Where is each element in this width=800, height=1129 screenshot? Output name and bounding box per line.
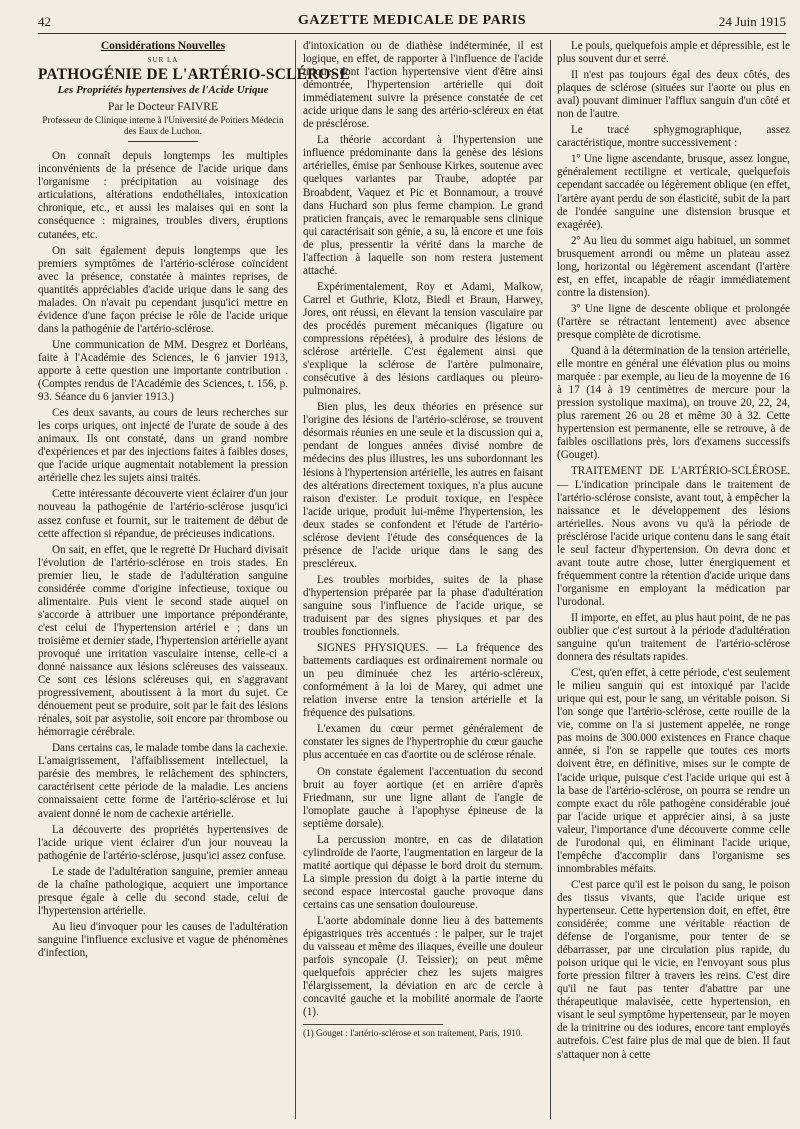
paragraph: Quand à la détermination de la tension artérielle, elle montre en général une élévation plus ou moins marquée : par exemple, au lieu de la moyenne de 16 à 17 (14 à 19 centimètres de mercure pour la pression systolique maxima), on trouve 20, 22, 24, plus rarement 26 ou 28 et même 30 à 32. Cette hypertension est permanente, elle se retrouve, à de faibles oscillations près, lors d'examens successifs (Gouget). (557, 345, 790, 462)
paragraph: On sait également depuis longtemps que les premiers symptômes de l'artério-sclérose coïncident avec la présence, constatée à maintes reprises, de quantités appréciables d'acide urique dans le sang des malades. On n'avait pu cependant jusqu'ici mettre en évidence d'une façon précise le rôle de l'acide urique dans la pathogénie de l'artério-sclérose. (38, 244, 288, 335)
column-2 (303, 40, 543, 1121)
paragraph: Les troubles morbides, suites de la phase d'hypertension préparée par la phase d'adultération sanguine sous l'influence de l'acide urique, se traduisent par des signes physiques et par des troubles fonctionnels. (303, 573, 543, 639)
paragraph: C'est parce qu'il est le poison du sang, le poison des tissus vivants, que l'acide urique est hypertenseur. Cette hypertension doit, en effet, être considérée, comme une véritable réaction de défense de l'organisme, pour tenter de se débarrasser, par une circulation plus rapide, du poison urique qui le vicie, en l'envoyant sous plus forte pression filtrer à travers les reins. C'est dire qu'il ne faut pas tenter d'abattre par une thérapeutique malavisée, cette hypertension, en visant le seul symptôme hypertenseur, par le moyen de la trinitrine ou des iodures, encore tant employés autrefois. C'est faire plus de mal que de bien. Il faut s'attaquer non à cette (557, 878, 790, 1061)
article-title: PATHOGÉNIE DE L'ARTÉRIO-SCLÉROSE (38, 66, 350, 84)
paragraph: Ces deux savants, au cours de leurs recherches sur les corps uriques, ont injecté de l'urate de soude à des animaux. Ils ont constaté, dans un grand nombre d'expériences et par des injections faites à faibles doses, que l'acide urique augmentait notablement la pression artérielle chez les sujets ainsi traités. (38, 407, 288, 485)
column-1 (38, 40, 350, 1121)
paragraph: Expérimentalement, Roy et Adami, Malkow, Carrel et Guthrie, Klotz, Biedl et Braun, Harwey, Jores, ont réussi, en élevant la tension vasculaire par des procédés purement mécaniques (ligature ou compressions répétées), à produire des lésions de sclérose artérielle. C'est également ainsi que s'explique la sclérose de l'artère pulmonaire, consécutive à des lésions cardiaques ou pleuro-pulmonaires. (303, 280, 543, 398)
paragraph: On sait, en effet, que le regretté Dr Huchard divisait l'évolution de l'artério-sclérose en trois stades. En premier lieu, le stade de l'adultération sanguine considérée comme d'origine infectieuse, toxique ou alimentaire. Puis vient le second stade auquel on s'accorde à attribuer une importance prépondérante, c'est celui de l'hypertension artériel e ; dans un troisième et dernier stade, l'hypertension artérielle ayant provoqué une irritation vasculaire intense, celle-ci a donné naissance aux lésions scléreuses des vaisseaux. Ce sont ces lésions scléreuses qui, en s'aggravant progressivement, aboutissent à la mort du sujet. Ce dénouement peut se produire, soit par le fait des lésions rénales, soit par asystolie, soit encore par thrombose ou hémorragie cérébrale. (38, 543, 288, 739)
section-signes-physiques: SIGNES PHYSIQUES. — La fréquence des battements cardiaques est ordinairement normale ou un peu diminuée chez les artério-scléreux, conformément à la loi de Marey, qui admet une relation inverse entre la tension artérielle et la fréquence des pulsations. (303, 642, 543, 720)
paragraph: Il n'est pas toujours égal des deux côtés, des plaques de sclérose (situées sur l'aorte ou plus en aval) pouvant diminuer l'afflux sanguin d'un côté et non de l'autre. (557, 69, 790, 121)
article-kicker: Considérations Nouvelles (100, 40, 226, 52)
paragraph: La découverte des propriétés hypertensives de l'acide urique vient éclairer d'un jour nouveau la pathogénie de l'artério-sclérose, jusqu'ici assez confuse. (38, 823, 288, 862)
article-subtitle: Les Propriétés hypertensives de l'Acide Urique (57, 84, 269, 97)
paragraph: Dans certains cas, le malade tombe dans la cachexie. L'amaigrissement, l'affaiblissement intellectuel, la parésie des membres, le relâchement des sphincters, caractérisent cette période de la maladie. Les anciens connaissaient cette forme de l'artério-sclérose et lui avaient donné le nom de cachexie artérielle. (38, 742, 288, 820)
paragraph: 2º Au lieu du sommet aigu habituel, un sommet brusquement arrondi ou même un plateau assez long, horizontal ou légèrement ascendant (l'artère est, en effet, incapable de réagir immédiatement contre la distension). (557, 234, 790, 299)
paragraph: 3º Une ligne de descente oblique et prolongée (l'artère se rétractant lentement) avec absence presque complète de dicrotisme. (557, 302, 790, 341)
paragraph: Il importe, en effet, au plus haut point, de ne pas oublier que c'est surtout à la période d'adultération sanguine qu'un traitement de l'artério-sclérose donnera des résultats rapides. (557, 611, 790, 664)
article-byline: Par le Docteur FAIVRE (108, 101, 218, 114)
paragraph: Une communication de MM. Desgrez et Dorléans, faite à l'Académie des Sciences, le 6 janvier 1913, apporte à cette question une importante contribution .(Comptes rendus de l'Académie des Sciences, t. 156, p. 93. Séance du 6 janvier 1913.) (38, 338, 288, 404)
paragraph: Le stade de l'adultération sanguine, premier anneau de la chaîne pathologique, acquiert une importance presque égale à celle du second stade, celui de l'hypertension artérielle. (38, 865, 288, 917)
paragraph: Cette intéressante découverte vient éclairer d'un jour nouveau la pathogénie de l'artério-sclérose jusqu'ici assez confuse et fournit, sur le traitement de début de cette affection si répandue, de précieuses indications. (38, 488, 288, 540)
paragraph: La théorie accordant à l'hypertension une influence prédominante dans la genèse des lésions artérielles, émise par Senhouse Kirkes, soutenue avec quelques variantes par Traube, adoptée par Broabdent, Vaquez et Pic et Bonnamour, a trouvé dans Huchard son plus ferme champion. Le grand praticien français, avec le remarquable sens clinique qui caractérisait son génie, a su, là encore et une fois de plus, pressentir la vérité dans la marche de l'affection à laquelle son nom restera justement attaché. (303, 134, 543, 277)
issue-date: 24 Juin 1915 (718, 14, 786, 29)
column-divider (550, 40, 551, 1119)
paragraph: C'est, qu'en effet, à cette période, c'est seulement le milieu sanguin qui est intoxiqué par l'acide urique qui est, pour le sang, un véritable poison. Si l'on songe que l'artério-sclérose, cette rouille de la vie, comme on l'a si justement appelée, ne ronge pas moins de 300.000 existences en France chaque année, si l'on se rappelle que toutes ces morts doivent être, en définitive, mises sur le compte de l'acide urique, puisque c'est l'acide urique qui est à la base de l'artério-sclérose, on pourra se rendre un compte exact du rôle pathogène considérable joué par l'acide urique et apprécier ainsi, à sa juste valeur, l'importance d'une découverte comme celle de l'urodonal qui, en éliminant l'acide urique, l'empêche d'accomplir dans l'organisme ses innombrables méfaits. (557, 667, 790, 875)
column-3 (557, 40, 790, 1121)
section-traitement: TRAITEMENT DE L'ARTÉRIO-SCLÉROSE. — L'indication principale dans le traitement de l'artério-sclérose consiste, avant tout, à empêcher la naissance et le développement des lésions artérielles. Nous avons vu qu'à la période de présclérose l'acide urique contenu dans le sang était le seul facteur d'hypertension. On devra donc et avant toute autre chose, lutter énergiquement et fréquemment contre la rétention d'acide urique dans l'organisme en employant la médication par l'urodonal. (557, 465, 790, 608)
column-divider (295, 40, 296, 1119)
page-number: 42 (38, 14, 51, 29)
footnote (303, 1024, 523, 1039)
footnote-text: (1) Gouget : l'artério-sclérose et son traitement, Paris, 1910. (303, 1028, 523, 1039)
paragraph: Le pouls, quelquefois ample et dépressible, est le plus souvent dur et serré. (557, 40, 790, 66)
paragraph: L'examen du cœur permet généralement de constater les signes de l'hypertrophie du cœur gauche plus accentuée en cas d'aortite ou de sclérose rénale. (303, 723, 543, 762)
paragraph: Au lieu d'invoquer pour les causes de l'adultération sanguine l'influence exclusive et vague de phénomènes d'infection, (38, 920, 288, 959)
paragraph: On connaît depuis longtemps les multiples inconvénients de la présence de l'acide urique dans l'organisme : précipitation au voisinage des articulations, altérations endothéliales, intoxication chronique, etc., et aussi les malaises qui en sont la conséquence : migraines, troubles divers, éruptions cutanées, etc. (38, 150, 288, 241)
paragraph: La percussion montre, en cas de dilatation cylindroïde de l'aorte, l'augmentation en largeur de la matité aortique qui dépasse le bord droit du sternum. La simple pression du doigt à la partie interne du second espace intercostal gauche provoque dans certains cas une sensation douloureuse. (303, 833, 543, 911)
header-rule (38, 33, 786, 34)
paragraph: Bien plus, les deux théories en présence sur l'origine des lésions de l'artério-sclérose, se trouvent désormais réunies en une seule et la discussion qui a, pendant de longues années divisé nombre de médecins des plus illustres, les uns subordonnant les lésions à l'hypertension artérielle, les autres en faisant des altérations directement toxiques, n'a plus aucune raison d'exister. Le produit toxique, en l'espèce l'acide urique, produit lui-même l'hypertension, les deux stades se confondent et l'étude de l'artério-sclérose devient l'étude des conséquences de la présence de l'acide urique dans le sang des prescléreux. (303, 401, 543, 570)
paragraph: d'intoxication ou de diathèse indéterminée, il est logique, en effet, de rapporter à l'influence de l'acide urique, dont l'action hypertensive vient d'être ainsi démontrée, l'hypertension artérielle qui doit immédiatement suivre la présence constatée de cet acide urique dans le sang des artério-scléreux en état de présclérose. (303, 40, 543, 131)
author-affiliation: Professeur de Clinique interne à l'Université de Poitiers Médecin des Eaux de Luchon. (42, 116, 284, 137)
paragraph: Le tracé sphygmographique, assez caractéristique, montre successivement : (557, 124, 790, 150)
paragraph: On constate également l'accentuation du second bruit au foyer aortique (et en arrière d'après Friedmann, sur une ligne allant de l'angle de l'omoplate gauche à l'apophyse épineuse de la septième dorsale). (303, 765, 543, 830)
page-header (38, 10, 786, 32)
article-sur: SUR LA (147, 56, 179, 65)
paragraph: 1º Une ligne ascendante, brusque, assez longue, généralement rectiligne et verticale, quelquefois cependant saccadée ou légèrement oblique (en effet, l'artère ayant perdu de son élasticité, subit de la part de l'ondée sanguine une distension brusque et exagérée). (557, 153, 790, 231)
paragraph: L'aorte abdominale donne lieu à des battements épigastriques très accentués : le palper, sur le trajet du vaisseau et même des iliaques, éveille une douleur parfois syncopale (J. Teissier); on peut même quelquefois apprécier chez les sujets maigres l'élargissement, la déviation en arc de cercle à concavité gauche et la mobilité anormale de l'aorte (1). (303, 915, 543, 1019)
journal-title: GAZETTE MEDICALE DE PARIS (297, 13, 527, 28)
title-rule (128, 141, 198, 142)
